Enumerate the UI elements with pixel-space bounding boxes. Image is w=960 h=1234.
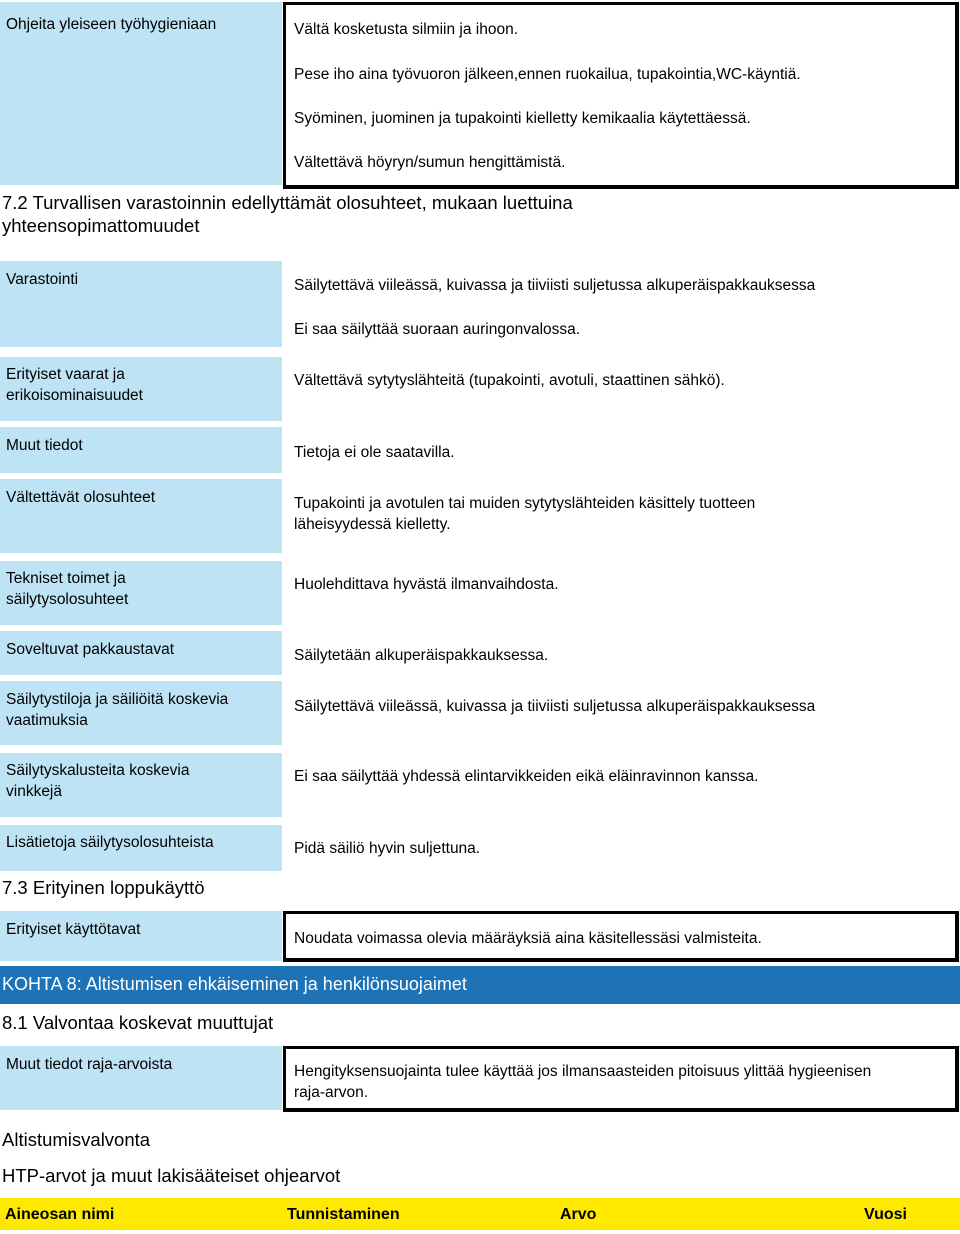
label-text: Muut tiedot raja-arvoista <box>6 1056 173 1073</box>
subheading-htp-values: HTP-arvot ja muut lakisääteiset ohjearvot <box>2 1165 341 1186</box>
value-additional-storage-info: Pidä säiliö hyvin suljettuna. <box>294 840 481 857</box>
column-header-value: Arvo <box>560 1206 597 1223</box>
label-text: Erityiset käyttötavat <box>6 921 141 938</box>
value-storage-line: Ei saa säilyttää suoraan auringonvalossa. <box>294 321 581 338</box>
label-conditions-to-avoid <box>0 479 282 553</box>
heading-line: yhteensopimattomuudet <box>2 215 200 236</box>
value-storage-line: Säilytettävä viileässä, kuivassa ja tiiviisti suljetussa alkuperäispakkauksessa <box>294 277 816 294</box>
label-bg <box>230 753 282 817</box>
label-technical-measures <box>0 561 190 625</box>
label-special-hazards <box>0 357 200 421</box>
banner-text: KOHTA 8: Altistumisen ehkäiseminen ja henkilönsuojaimet <box>2 974 467 994</box>
label-text: Varastointi <box>6 271 79 288</box>
value-line: Pese iho aina työvuoron jälkeen,ennen ruokailua, tupakointia,WC-käyntiä. <box>294 66 801 83</box>
value-packaging: Säilytetään alkuperäispakkauksessa. <box>294 647 549 664</box>
label-bg <box>200 357 282 421</box>
value-line: Vältä kosketusta silmiin ja ihoon. <box>294 21 519 38</box>
label-packaging <box>0 631 282 675</box>
section-heading-7-2 <box>2 191 932 237</box>
label-bg <box>190 561 282 625</box>
value-conditions-to-avoid: Tupakointi ja avotulen tai muiden sytytyslähteiden käsittely tuotteen läheisyydessä kielletty. <box>294 495 756 533</box>
label-general-hygiene <box>0 2 282 185</box>
label-text: Vältettävät olosuhteet <box>6 489 156 506</box>
label-storage <box>0 261 282 347</box>
heading-line: 7.2 Turvallisen varastoinnin edellyttämät olosuhteet, mukaan luettuina <box>2 192 573 213</box>
value-specific-uses: Noudata voimassa olevia määräyksiä aina käsitellessäsi valmisteita. <box>294 930 762 947</box>
label-text: Säilytyskalusteita koskevia vinkkejä <box>6 762 190 800</box>
value-limit-values: Hengityksensuojainta tulee käyttää jos ilmansaasteiden pitoisuus ylittää hygieenisen raja-arvon. <box>294 1063 872 1101</box>
label-other-info <box>0 427 282 473</box>
value-special-hazards: Vältettävä sytytyslähteitä (tupakointi, avotuli, staattinen sähkö). <box>294 372 725 389</box>
label-text: Tekniset toimet ja säilytysolosuhteet <box>6 570 129 608</box>
label-additional-storage-info <box>0 825 282 871</box>
label-text: Ohjeita yleiseen työhygieniaan <box>6 16 217 33</box>
column-header-year: Vuosi <box>864 1206 907 1223</box>
label-storage-requirements <box>0 681 282 745</box>
value-line: Vältettävä höyryn/sumun hengittämistä. <box>294 154 566 171</box>
column-header-identification: Tunnistaminen <box>287 1206 400 1223</box>
label-specific-uses <box>0 911 282 961</box>
section-heading-8-1: 8.1 Valvontaa koskevat muuttujat <box>2 1012 274 1033</box>
label-text: Erityiset vaarat ja erikoisominaisuudet <box>6 366 143 404</box>
value-box-limit-values <box>283 1046 959 1112</box>
label-limit-values-info <box>0 1046 282 1110</box>
value-line: Syöminen, juominen ja tupakointi kielletty kemikaalia käytettäessä. <box>294 110 751 127</box>
value-box-specific-uses <box>283 911 959 962</box>
value-technical-measures: Huolehdittava hyvästä ilmanvaihdosta. <box>294 576 559 593</box>
section-banner-8 <box>0 966 960 1004</box>
value-storage-requirements: Säilytettävä viileässä, kuivassa ja tiiviisti suljetussa alkuperäispakkauksessa <box>294 698 816 715</box>
column-header-substance: Aineosan nimi <box>5 1206 115 1223</box>
label-text: Soveltuvat pakkaustavat <box>6 641 175 658</box>
label-text: Lisätietoja säilytysolosuhteista <box>6 834 214 851</box>
value-storage-furniture: Ei saa säilyttää yhdessä elintarvikkeiden eikä eläinravinnon kanssa. <box>294 768 759 785</box>
value-other-info: Tietoja ei ole saatavilla. <box>294 444 455 461</box>
value-box-general-hygiene <box>283 2 959 189</box>
section-heading-7-3: 7.3 Erityinen loppukäyttö <box>2 877 205 898</box>
label-text: Muut tiedot <box>6 437 83 454</box>
table-header-row <box>0 1198 960 1230</box>
label-text: Säilytystiloja ja säiliöitä koskevia vaatimuksia <box>6 691 229 729</box>
label-storage-furniture <box>0 753 230 817</box>
subheading-exposure-controls: Altistumisvalvonta <box>2 1129 151 1150</box>
